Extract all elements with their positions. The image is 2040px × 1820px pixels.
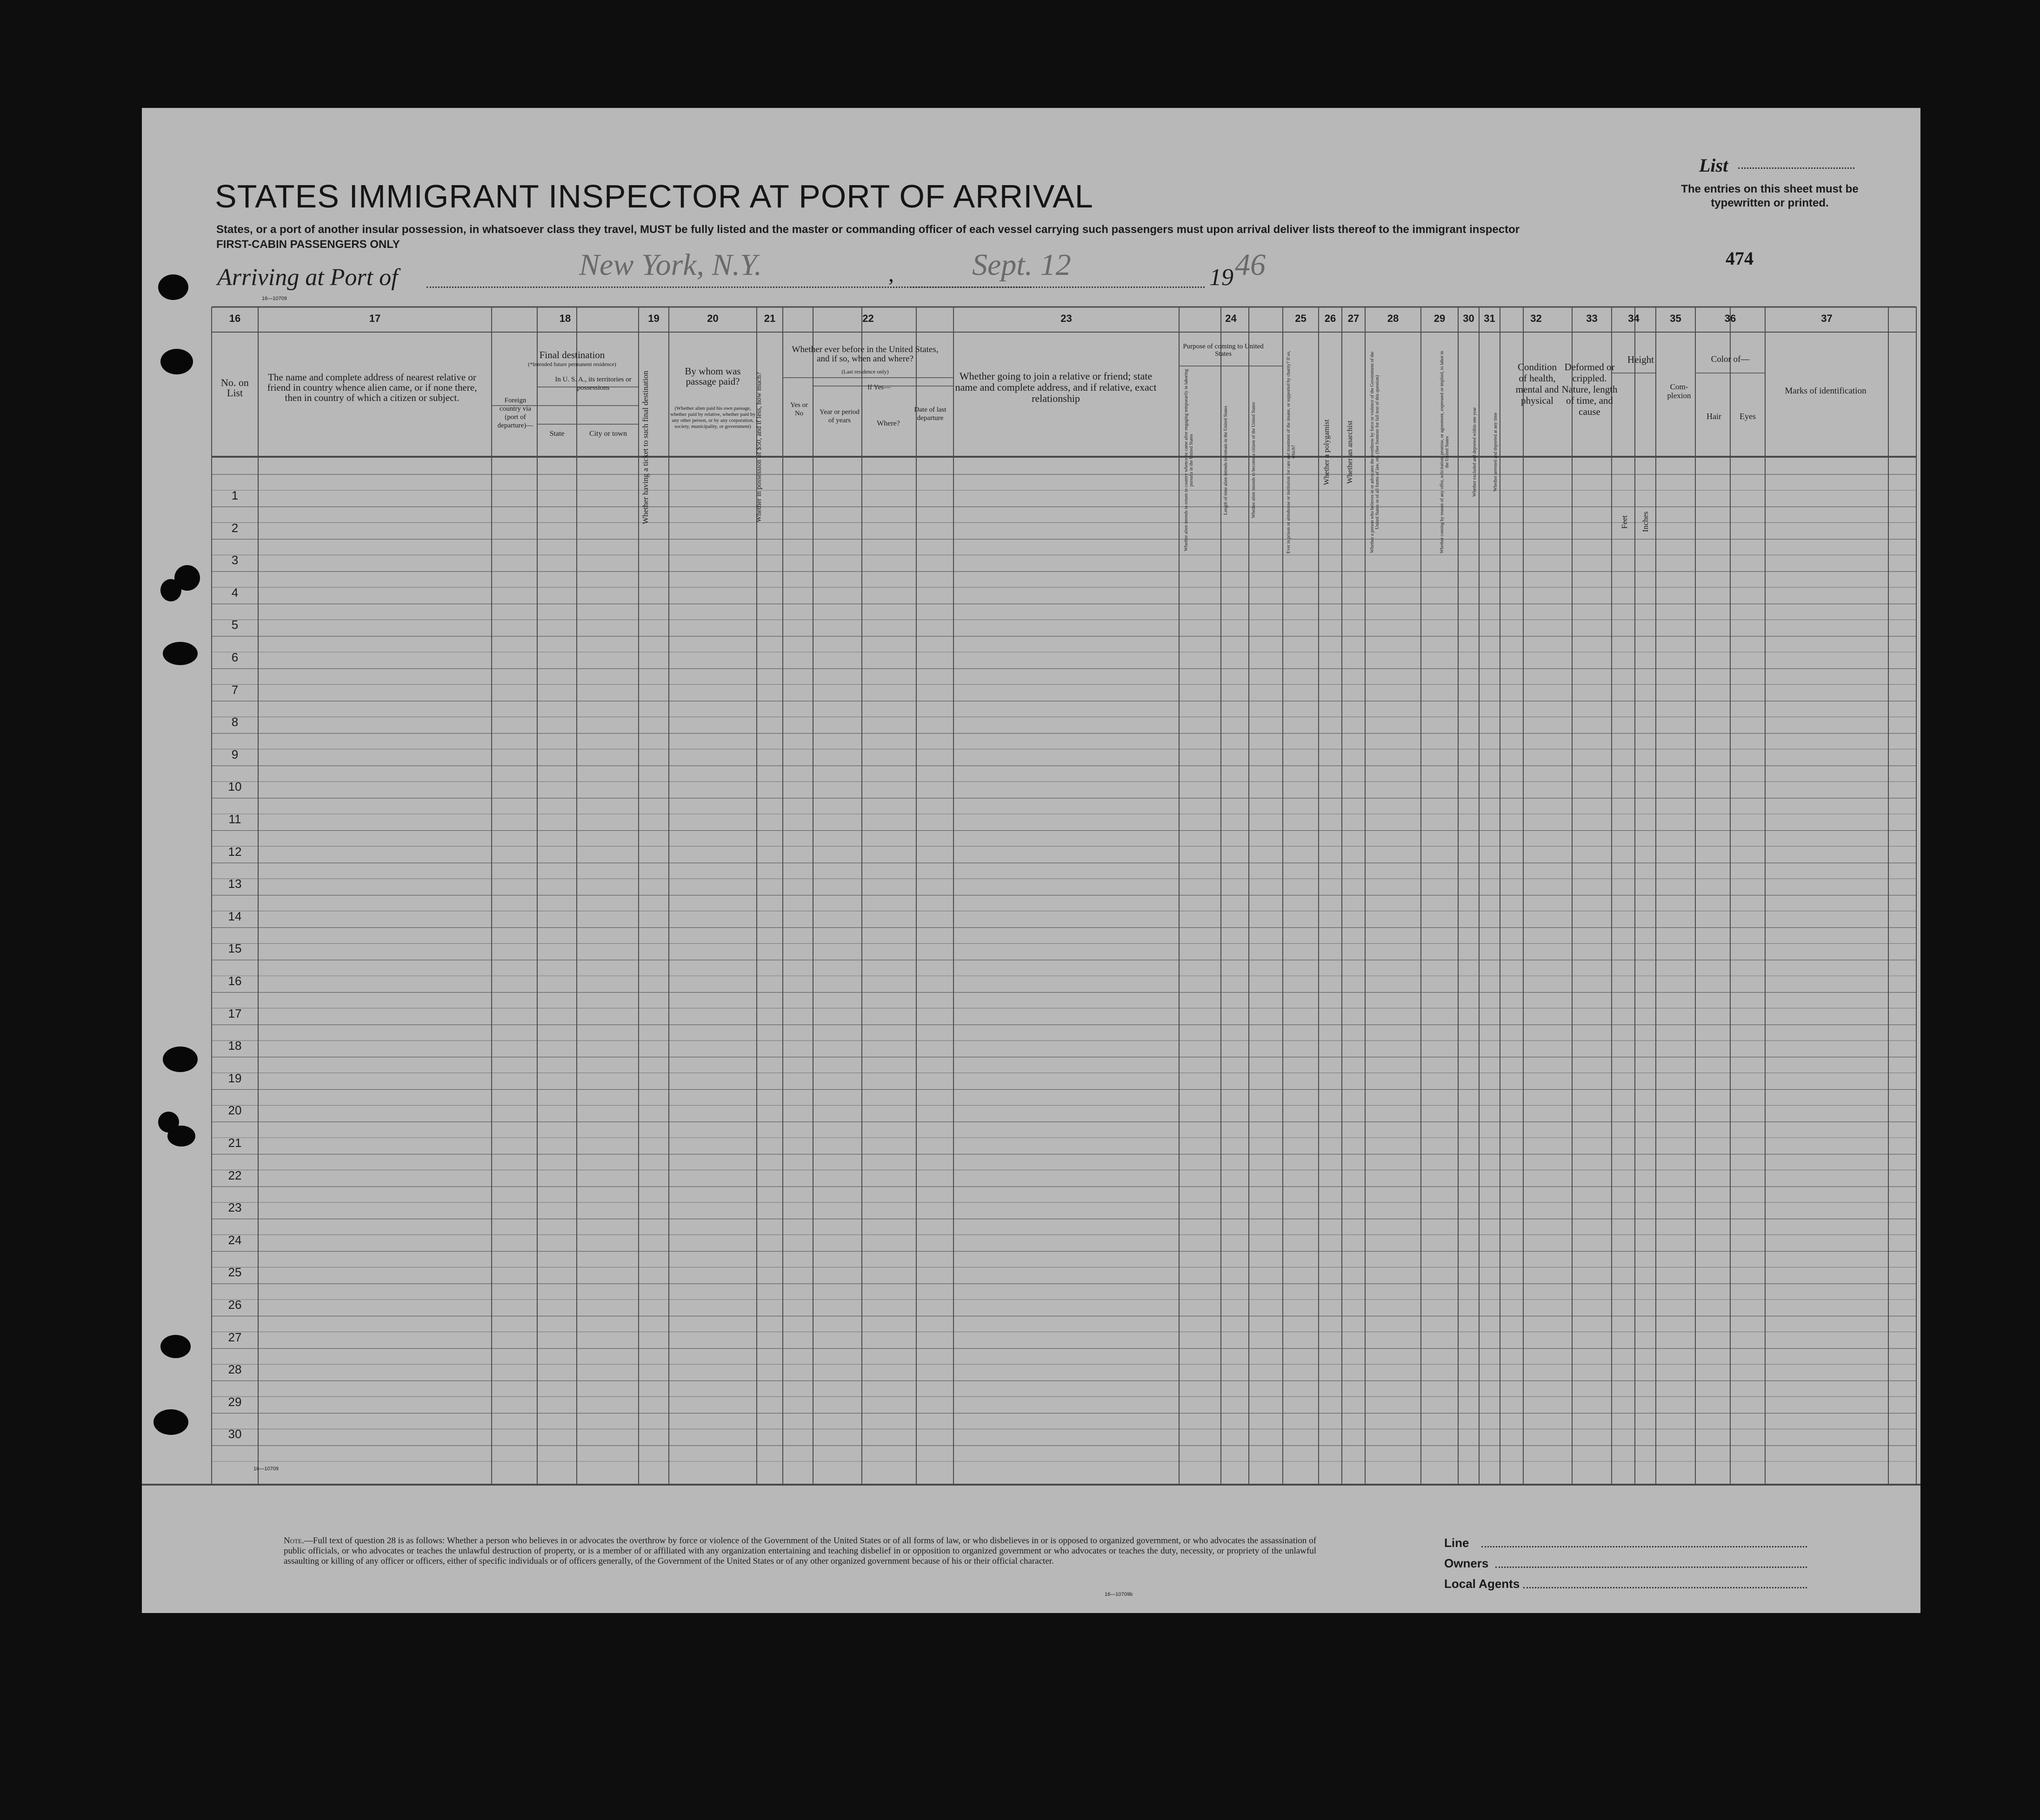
col24-head: Purpose of coming to United States xyxy=(1183,343,1264,358)
row-number: 27 xyxy=(228,1330,242,1344)
row-number: 21 xyxy=(228,1136,242,1150)
col27-head: Whether an anarchist xyxy=(1346,420,1354,484)
row-number: 3 xyxy=(231,553,239,567)
col28-head: Whether a person who believes in or advocates the overthrow by force or violence of the Government of the United States or of all forms of law, etc. (See footnote for full text of this question) xyxy=(1370,351,1380,553)
sheet-number: 474 xyxy=(1726,248,1753,269)
column-number: 20 xyxy=(707,313,719,324)
col34-head: Height xyxy=(1627,354,1654,365)
row-number: 14 xyxy=(228,909,242,923)
column-number: 35 xyxy=(1670,313,1681,324)
column-number: 28 xyxy=(1387,313,1399,324)
col18-foreign: Foreign country via (port of departure)— xyxy=(497,397,533,429)
year-prefix: 19 xyxy=(1209,264,1233,291)
row-number: 24 xyxy=(228,1233,242,1247)
col21-head: Whether in possession of $50, and if less, how much? xyxy=(755,372,763,523)
agents-field[interactable] xyxy=(1523,1587,1807,1588)
line-label: Line xyxy=(1444,1536,1469,1550)
row-number: 23 xyxy=(228,1200,242,1215)
year-handwritten: 46 xyxy=(1235,248,1266,282)
binder-hole xyxy=(158,274,188,300)
row-number: 30 xyxy=(228,1427,242,1441)
col18-usa: In U. S. A., its territories or possessions xyxy=(555,376,632,392)
col24-c: Whether alien intends to become a citizen of the United States xyxy=(1251,402,1256,519)
owners-field[interactable] xyxy=(1495,1567,1807,1568)
col17-head: The name and complete address of nearest relative or friend in country whence alien came, or if none there, then in country of which a citizen or subject. xyxy=(267,372,477,403)
binder-hole xyxy=(160,1335,191,1358)
col37-head: Marks of identification xyxy=(1785,386,1867,396)
column-number: 31 xyxy=(1484,313,1495,324)
col16-head: No. on List xyxy=(221,377,249,399)
column-number: 22 xyxy=(862,313,874,324)
col20-head: By whom was passage paid? xyxy=(685,366,741,387)
col22-ifyes: If Yes— xyxy=(867,384,891,391)
col19-head: Whether having a ticket to such final destination xyxy=(641,371,650,524)
list-label: List xyxy=(1699,155,1728,176)
col22-note: (Last residence only) xyxy=(841,368,889,375)
col22-period: Year or period of years xyxy=(820,408,860,424)
footnote: Note.—Full text of question 28 is as follows: Whether a person who believes in or advocates the overthrow by force or violence of the Government of the United States or of all forms of law, or who disbelieves in or is opposed to organized government, or who advocates the assassination of public officials, or who advocates or teaches the unlawful destruction of property, or is a member of or affiliated with any organization entertaining and teaching disbelief in or opposition to organized government or who advocates or teaches the duty, necessity, or propriety of the unlawful assaulting or killing of any officer or officers, either of specific individuals or of officers generally, of the Government of the United States or of any other organized government because of his or their official character. xyxy=(284,1536,1316,1566)
form-code-bottom: 16—10709 xyxy=(253,1466,279,1472)
row-number: 2 xyxy=(231,520,239,535)
col30-head: Whether excluded and deported within one year xyxy=(1472,407,1477,497)
row-number: 19 xyxy=(228,1071,242,1085)
row-number: 9 xyxy=(231,747,239,761)
col18-city: City or town xyxy=(589,430,627,438)
col20-note: (Whether alien paid his own passage, whether paid by relative, whether paid by any other person, or by any corporation, society, municipality, or government) xyxy=(670,406,755,429)
col29-head: Whether coming by reason of any offer, solicitation, promise, or agreement, expressed or implied, to labor in the United States xyxy=(1440,351,1450,553)
form-grid xyxy=(142,108,1920,1613)
col25-head: Ever in prison or almshouse or institution for care and treatment of the insane, or supported by charity? If so, which? xyxy=(1286,351,1296,553)
arriving-label: Arriving at Port of xyxy=(217,264,398,291)
row-number: 16 xyxy=(228,974,242,988)
row-number: 28 xyxy=(228,1362,242,1377)
binder-hole xyxy=(153,1409,188,1435)
manifest-sheet: List The entries on this sheet must be typewritten or printed. 474 STATES IMMIGRANT INSPECTOR AT PORT OF ARRIVAL States, or a port of another insular possession, in whatsoever class they travel, MUST be fully listed and the master or commanding officer of each vessel carrying such passengers must upon arrival deliver lists thereof to the immigrant inspector FIRST-CABIN PASSENGERS ONLY Arriving at Port of New York, N.Y. , Sept. 12 19 46 16—10709 16 17 18 19 20 21 22 23 24 25 26 27 28 29 30 31 32 33 34 35 36 37 No. on List The name and complete address of nearest relative or friend in country whence alien came, or if none there, then in country of which a citizen or subject. Final destination (*Intended future permanent residence) Foreign country via (port of departure)— In U. S. A., its territories or possessions State City or town Whether having a ticket to such final destination By whom was passage paid? (Whether alien paid his own passage, whether paid by relative, whether paid by any other person, or by any corporation, society, municipality, or government) Whether in possession of $50, and if less, how much? Whether ever before in the United States, and if so, when and where? (Last residence only) Yes or No If Yes— Year or period of years Where? Date of last departure Whether going to join a relative or friend; state name and complete address, and if relative, exact relationship Purpose of coming to United States Whether alien intends to return to country whence he came after engaging temporarily in laboring pursuits in the United States Length of time alien intends to remain in the United States Whether alien intends to become a citizen of the United States Ever in prison or almshouse or institution for care and treatment of the insane, or supported by charity? If so, which? Whether a polygamist Whether an anarchist Whether a person who believes in or advocates the overthrow by force or violence of the Government of the United States or of all forms of law, etc. (See footnote for full text of this question) Whether coming by reason of any offer, solicitation, promise, or agreement, expressed or implied, to labor in the United States Whether excluded and deported within one year Whether arrested and deported at any time Condition of health, mental and physical Deformed or crippled. Nature, length of time, and cause Height Feet Inches Com-plexion Color of— Hair Eyes Marks of identification 1 2 3 4 5 6 7 8 9 10 11 12 13 14 15 16 17 18 19 20 21 22 23 24 25 26 27 28 29 30 16—10709 Note.—Full text of question 28 is as follows: Whether a person who believes in or advocates the overthrow by force or violence of the Government of the United States or of all forms of law, or who disbelieves in or is opposed to organized government, or who advocates the assassination of public officials, or who advocates or teaches the unlawful destruction of property, or is a member of or affiliated with any organization entertaining and teaching disbelief in or opposition to organized government or who advocates or teaches the duty, necessity, or propriety of the unlawful assaulting or killing of any officer or officers, either of specific individuals or of officers generally, of the Government of the United States or of any other organized government because of his or their official character. 16—10709b Line Owners Local Agents xyxy=(142,108,1920,1613)
col33-head: Deformed or crippled. Nature, length of time, and cause xyxy=(1561,361,1618,417)
owners-label: Owners xyxy=(1444,1556,1489,1570)
col36-hair: Hair xyxy=(1707,412,1721,421)
entries-note: The entries on this sheet must be typewritten or printed. xyxy=(1681,183,1859,209)
column-number: 16 xyxy=(229,313,241,324)
row-number: 26 xyxy=(228,1298,242,1312)
row-number: 6 xyxy=(231,650,239,664)
col32-head: Condition of health, mental and physical xyxy=(1515,361,1559,406)
column-number: 24 xyxy=(1225,313,1237,324)
row-number: 4 xyxy=(231,585,239,600)
col24-a: Whether alien intends to return to country whence he came after engaging temporarily in laboring pursuits in the United States xyxy=(1184,369,1194,552)
row-number: 5 xyxy=(231,618,239,632)
class-line: FIRST-CABIN PASSENGERS ONLY xyxy=(216,238,400,251)
row-number: 12 xyxy=(228,844,242,859)
row-number: 13 xyxy=(228,877,242,891)
col23-head: Whether going to join a relative or friend; state name and complete address, and if relative, exact relationship xyxy=(955,370,1157,404)
col36-eyes: Eyes xyxy=(1740,412,1756,421)
column-number: 36 xyxy=(1724,313,1736,324)
row-number: 10 xyxy=(228,780,242,794)
col22-where: Where? xyxy=(877,420,900,427)
column-number: 21 xyxy=(764,313,776,324)
binder-hole xyxy=(163,642,198,665)
column-number: 32 xyxy=(1530,313,1542,324)
binder-hole xyxy=(167,1126,195,1147)
agents-label: Local Agents xyxy=(1444,1577,1520,1591)
col22-head: Whether ever before in the United States, and if so, when and where? xyxy=(792,345,939,364)
column-number: 27 xyxy=(1347,313,1360,324)
subtitle: States, or a port of another insular possession, in whatsoever class they travel, MUST be fully listed and the master or commanding officer of each vessel carrying such passengers must upon arrival deliver lists thereof to the immigrant inspector xyxy=(216,223,1520,236)
row-number: 1 xyxy=(231,488,239,502)
col22-date: Date of last departure xyxy=(914,406,947,422)
row-number: 18 xyxy=(228,1039,242,1053)
binder-hole xyxy=(160,349,193,374)
column-number: 30 xyxy=(1463,313,1474,324)
row-number: 11 xyxy=(228,812,241,826)
column-number: 18 xyxy=(559,313,571,324)
column-number: 25 xyxy=(1295,313,1307,324)
date-handwritten: Sept. 12 xyxy=(972,248,1071,282)
row-number: 17 xyxy=(228,1006,242,1020)
col24-b: Length of time alien intends to remain in the United States xyxy=(1223,406,1228,515)
column-number: 33 xyxy=(1586,313,1598,324)
column-number: 19 xyxy=(648,313,660,324)
column-number: 34 xyxy=(1628,313,1640,324)
col18-note: (*Intended future permanent residence) xyxy=(528,361,616,367)
column-number: 17 xyxy=(369,313,381,324)
col22-yesno: Yes or No xyxy=(790,401,808,417)
col31-head: Whether arrested and deported at any time xyxy=(1493,413,1498,492)
column-number: 29 xyxy=(1433,313,1446,324)
line-field[interactable] xyxy=(1481,1546,1807,1547)
col35-head: Com-plexion xyxy=(1667,382,1691,400)
form-code-top: 16—10709 xyxy=(262,296,287,301)
col18-state: State xyxy=(549,430,565,438)
binder-hole xyxy=(163,1047,198,1072)
row-number: 29 xyxy=(228,1394,242,1409)
col18-head: Final destination xyxy=(539,349,605,360)
col34-feet: Feet xyxy=(1620,515,1629,529)
row-number: 7 xyxy=(231,682,239,697)
row-number: 20 xyxy=(228,1103,242,1118)
row-number: 15 xyxy=(228,941,242,956)
column-number: 37 xyxy=(1821,313,1833,324)
column-number: 23 xyxy=(1060,313,1072,324)
col34-inches: Inches xyxy=(1641,511,1650,533)
binder-hole xyxy=(160,579,181,601)
col36-head: Color of— xyxy=(1711,354,1750,364)
row-number: 8 xyxy=(231,715,239,729)
row-number: 22 xyxy=(228,1168,242,1182)
page-title: STATES IMMIGRANT INSPECTOR AT PORT OF ARRIVAL xyxy=(215,178,1093,214)
row-number: 25 xyxy=(228,1265,242,1280)
col26-head: Whether a polygamist xyxy=(1323,419,1331,485)
port-handwritten: New York, N.Y. xyxy=(579,248,762,282)
column-number: 26 xyxy=(1324,313,1336,324)
form-code-note: 16—10709b xyxy=(1105,1592,1133,1597)
